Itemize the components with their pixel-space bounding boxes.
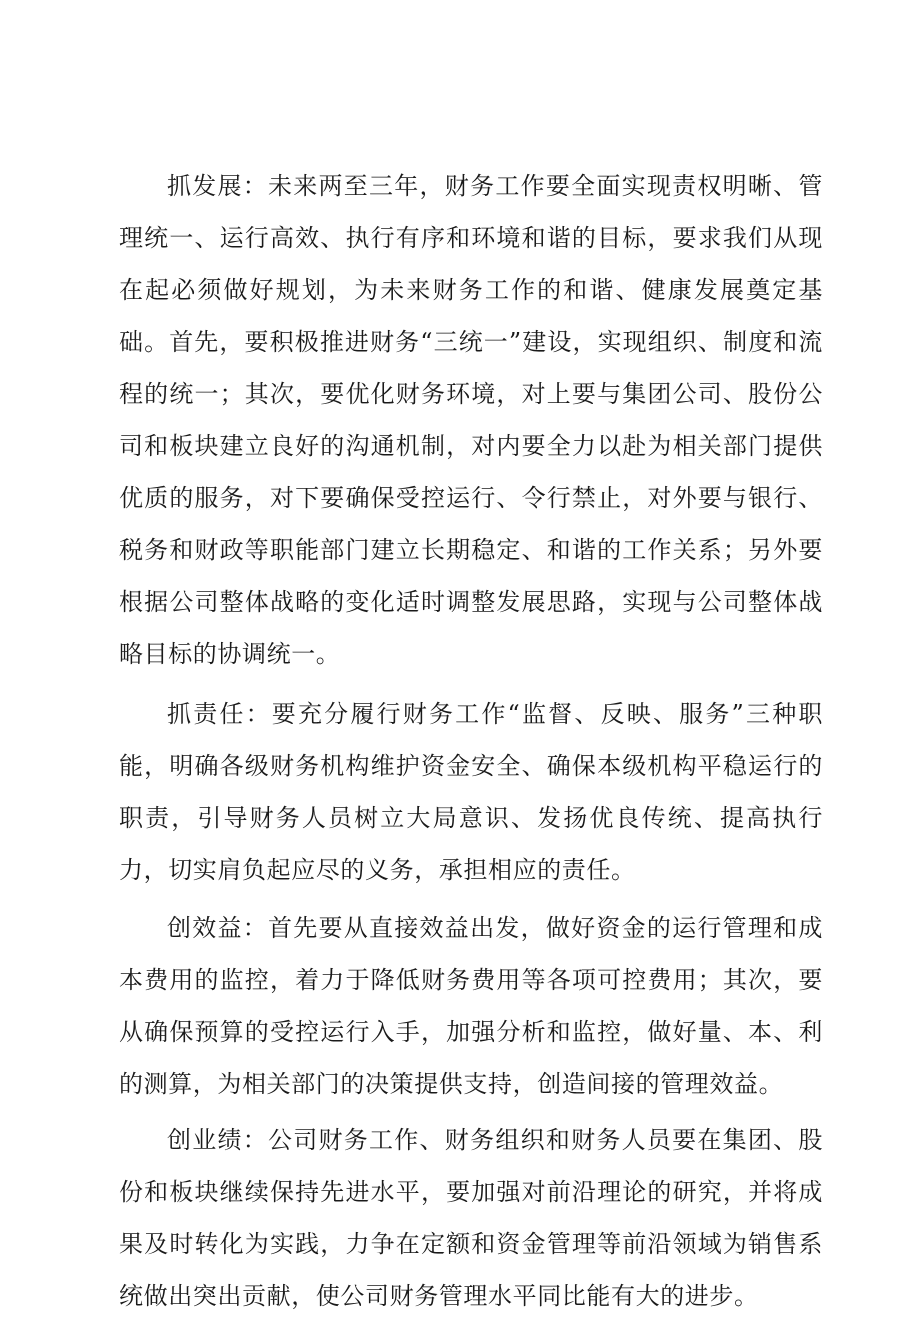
paragraph-develop: 抓发展：未来两至三年，财务工作要全面实现责权明晰、管理统一、运行高效、执行有序和环境和谐的目标，要求我们从现在起必须做好规划，为未来财务工作的和谐、健康发展奠定基础。首先，要积极推进财务“三统一”建设，实现组织、制度和流程的统一；其次，要优化财务环境，对上要与集团公司、股份公司和板块建立良好的沟通机制，对内要全力以赴为相关部门提供优质的服务，对下要确保受控运行、令行禁止，对外要与银行、税务和财政等职能部门建立长期稳定、和谐的工作关系；另外要根据公司整体战略的变化适时调整发展思路，实现与公司整体战略目标的协调统一。 xyxy=(119,172,823,668)
document-body xyxy=(119,160,823,1322)
paragraph-benefit: 创效益：首先要从直接效益出发，做好资金的运行管理和成本费用的监控，着力于降低财务费用等各项可控费用；其次，要从确保预算的受控运行入手，加强分析和监控，做好量、本、利的测算，为相关部门的决策提供支持，创造间接的管理效益。 xyxy=(119,914,823,1098)
paragraph-responsibility: 抓责任：要充分履行财务工作“监督、反映、服务”三种职能，明确各级财务机构维护资金安全、确保本级机构平稳运行的职责，引导财务人员树立大局意识、发扬优良传统、提高执行力，切实肩负起应尽的义务，承担相应的责任。 xyxy=(119,700,823,884)
paragraph-performance: 创业绩：公司财务工作、财务组织和财务人员要在集团、股份和板块继续保持先进水平，要加强对前沿理论的研究，并将成果及时转化为实践，力争在定额和资金管理等前沿领域为销售系统做出突出贡献，使公司财务管理水平同比能有大的进步。 xyxy=(119,1126,823,1310)
